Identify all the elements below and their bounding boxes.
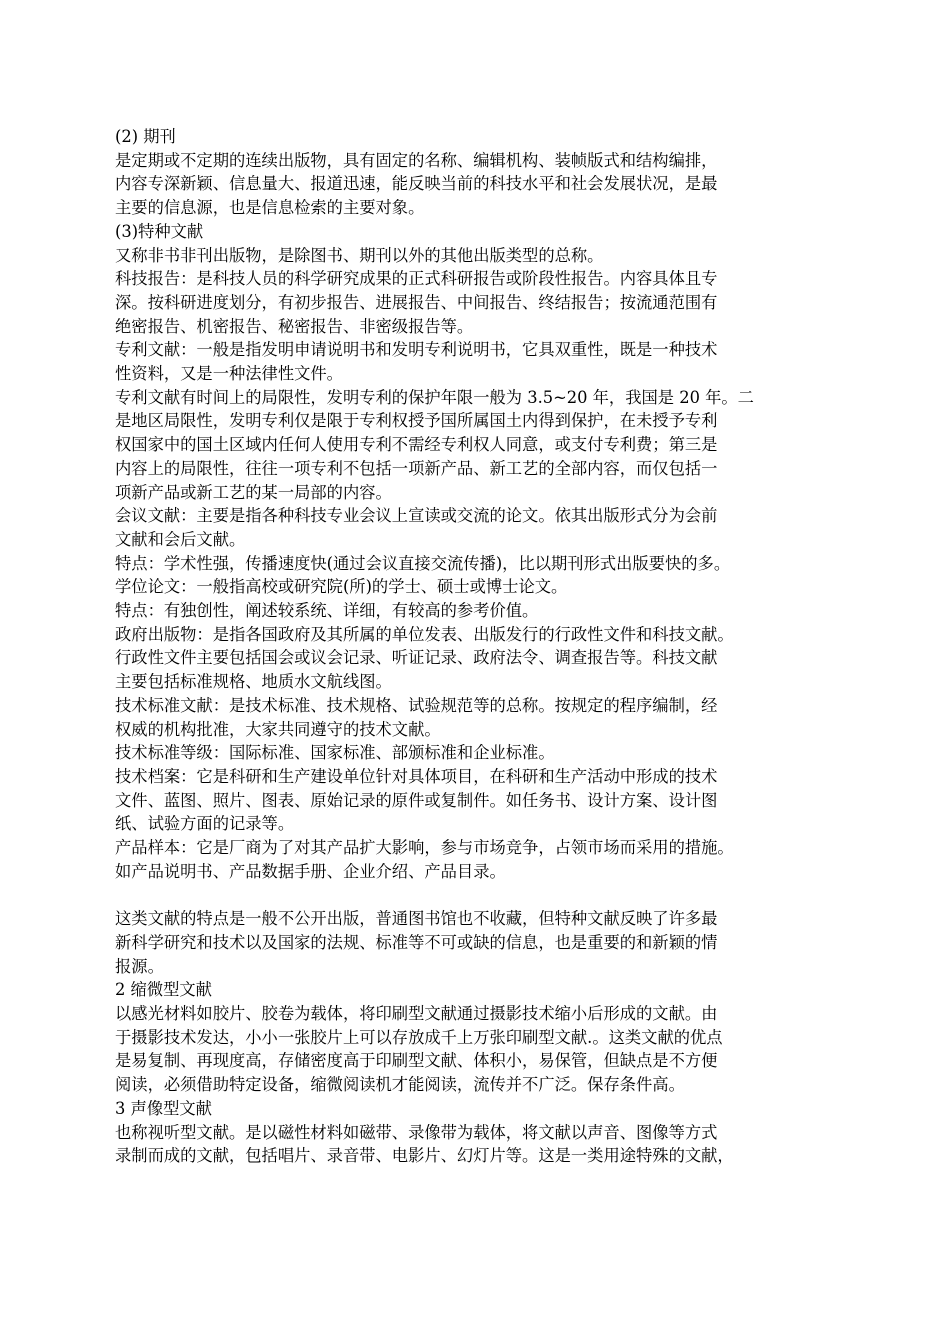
text-line: 内容专深新颖、信息量大、报道迅速，能反映当前的科技水平和社会发展状况，是最: [115, 174, 718, 194]
text-line: 行政性文件主要包括国会或议会记录、听证记录、政府法令、调查报告等。科技文献: [115, 648, 718, 668]
text-line: 文献和会后文献。: [115, 529, 246, 549]
text-line: (2) 期刊: [115, 127, 176, 146]
text-line: 录制而成的文献，包括唱片、录音带、电影片、幻灯片等。这是一类用途特殊的文献，: [115, 1146, 734, 1166]
text-line: 产品样本：它是厂商为了对其产品扩大影响，参与市场竞争，占领市场而采用的措施。: [115, 838, 734, 858]
text-line: 如产品说明书、产品数据手册、企业介绍、产品目录。: [115, 861, 506, 881]
text-line: 阅读，必须借助特定设备，缩微阅读机才能阅读，流传并不广泛。保存条件高。: [115, 1075, 685, 1095]
text-line: 文件、蓝图、照片、图表、原始记录的原件或复制件。如任务书、设计方案、设计图: [115, 790, 718, 810]
text-line: 性资料，又是一种法律性文件。: [115, 364, 343, 384]
text-line: 专利文献：一般是指发明申请说明书和发明专利说明书，它具双重性，既是一种技术: [115, 340, 718, 360]
text-line: 这类文献的特点是一般不公开出版，普通图书馆也不收藏，但特种文献反映了许多最: [115, 909, 718, 929]
text-line: 权国家中的国土区域内任何人使用专利不需经专利权人同意，或支付专利费；第三是: [115, 435, 718, 455]
text-line: 深。按科研进度划分，有初步报告、进展报告、中间报告、终结报告；按流通范围有: [115, 292, 718, 312]
text-line: 技术档案：它是科研和生产建设单位针对具体项目，在科研和生产活动中形成的技术: [115, 766, 718, 786]
document-body: [115, 125, 850, 1168]
text-line: 主要的信息源，也是信息检索的主要对象。: [115, 198, 425, 218]
text-line: 是易复制、再现度高，存储密度高于印刷型文献、体积小，易保管，但缺点是不方便: [115, 1051, 718, 1071]
text-line: 项新产品或新工艺的某一局部的内容。: [115, 482, 392, 502]
text-line: 纸、试验方面的记录等。: [115, 814, 295, 834]
text-line: 内容上的局限性，往往一项专利不包括一项新产品、新工艺的全部内容，而仅包括一: [115, 458, 718, 478]
text-line: 特点：有独创性，阐述较系统、详细，有较高的参考价值。: [115, 601, 539, 621]
text-line: 报源。: [115, 956, 164, 976]
text-line: 会议文献：主要是指各种科技专业会议上宣读或交流的论文。依其出版形式分为会前: [115, 506, 718, 526]
text-line: 又称非书非刊出版物，是除图书、期刊以外的其他出版类型的总称。: [115, 245, 604, 265]
text-line: 新科学研究和技术以及国家的法规、标准等不可或缺的信息，也是重要的和新颖的情: [115, 932, 718, 952]
text-line: 也称视听型文献。是以磁性材料如磁带、录像带为载体，将文献以声音、图像等方式: [115, 1122, 718, 1142]
text-line: 技术标准文献：是技术标准、技术规格、试验规范等的总称。按规定的程序编制，经: [115, 695, 718, 715]
text-line: 主要包括标准规格、地质水文航线图。: [115, 672, 392, 692]
text-line: 是地区局限性，发明专利仅是限于专利权授予国所属国土内得到保护，在未授予专利: [115, 411, 718, 431]
text-line: 特点：学术性强，传播速度快(通过会议直接交流传播)，比以期刊形式出版要快的多。: [115, 553, 731, 573]
blank-line: [115, 884, 850, 908]
text-line: 权威的机构批准，大家共同遵守的技术文献。: [115, 719, 441, 739]
text-line: 专利文献有时间上的局限性，发明专利的保护年限一般为 3.5~20 年，我国是 20 年。二: [115, 387, 754, 407]
text-line: 以感光材料如胶片、胶卷为载体，将印刷型文献通过摄影技术缩小后形成的文献。由: [115, 1004, 718, 1023]
text-line: (3)特种文献: [115, 221, 204, 241]
text-line: 学位论文：一般指高校或研究院(所)的学士、硕士或博士论文。: [115, 577, 568, 597]
text-line: 2 缩微型文献: [115, 980, 212, 1000]
text-line: 于摄影技术发达，小小一张胶片上可以存放成千上万张印刷型文献.。这类文献的优点: [115, 1027, 723, 1047]
text-line: 技术标准等级：国际标准、国家标准、部颁标准和企业标准。: [115, 743, 555, 763]
text-line: 是定期或不定期的连续出版物，具有固定的名称、编辑机构、装帧版式和结构编排，: [115, 150, 718, 170]
text-line: 绝密报告、机密报告、秘密报告、非密级报告等。: [115, 316, 474, 336]
text-line: 政府出版物：是指各国政府及其所属的单位发表、出版发行的行政性文件和科技文献。: [115, 624, 734, 644]
text-line: 3 声像型文献: [115, 1098, 212, 1118]
text-line: 科技报告：是科技人员的科学研究成果的正式科研报告或阶段性报告。内容具体且专: [115, 269, 718, 289]
